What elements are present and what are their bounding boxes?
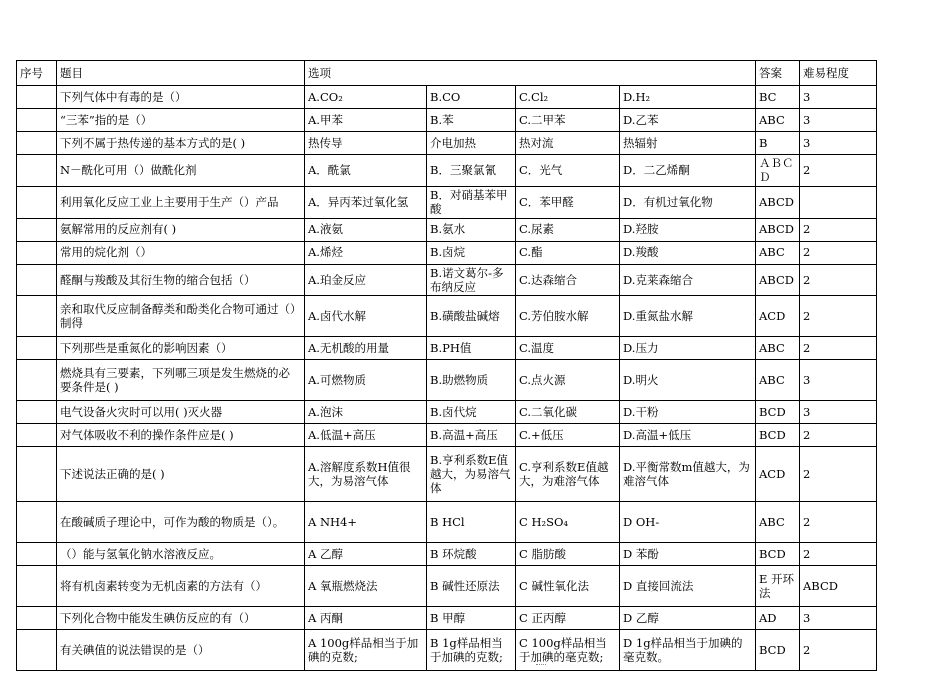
question-cell: 利用氧化反应工业上主要用于生产（）产品 (57, 186, 305, 218)
table-row (17, 401, 877, 424)
option-a-cell: A 100g样品相当于加碘的克数; (305, 630, 427, 671)
option-c-cell: C 碱性氧化法 (516, 566, 620, 607)
answer-cell: BCD (756, 401, 800, 424)
option-c-cell: C.点火源 (516, 360, 620, 401)
option-a-cell: A.烯烃 (305, 241, 427, 264)
question-cell: 氨解常用的反应剂有( ) (57, 218, 305, 241)
question-cell: 下列不属于热传递的基本方式的是( ) (57, 132, 305, 155)
question-table (16, 60, 877, 671)
option-a-cell: A 丙酮 (305, 607, 427, 630)
option-b-cell: B 甲醇 (427, 607, 516, 630)
header-seq: 序号 (17, 61, 57, 86)
answer-cell: ABC (756, 360, 800, 401)
option-b-cell: B.助燃物质 (427, 360, 516, 401)
option-a-cell: A.甲苯 (305, 109, 427, 132)
question-cell: 电气设备火灾时可以用( )灭火器 (57, 401, 305, 424)
difficulty-cell: 2 (800, 424, 877, 447)
answer-cell: ABCD (756, 264, 800, 296)
option-c-cell: C.二甲苯 (516, 109, 620, 132)
difficulty-cell: 3 (800, 607, 877, 630)
option-a-cell: A.卤代水解 (305, 296, 427, 337)
option-c-cell: C．苯甲醛 (516, 186, 620, 218)
option-a-cell: A.CO₂ (305, 86, 427, 109)
option-d-cell: D.高温+低压 (620, 424, 756, 447)
difficulty-cell: 2 (800, 241, 877, 264)
difficulty-cell: 2 (800, 502, 877, 543)
option-b-cell: B.亨利系数E值越大，为易溶气体 (427, 447, 516, 502)
seq-cell (17, 424, 57, 447)
option-b-cell: 介电加热 (427, 132, 516, 155)
table-row (17, 86, 877, 109)
option-b-cell: B．三聚氯氰 (427, 155, 516, 187)
answer-cell: ＡＢＣＤ (756, 155, 800, 187)
difficulty-cell: 2 (800, 296, 877, 337)
option-c-cell: C 正丙醇 (516, 607, 620, 630)
option-d-cell: D.压力 (620, 337, 756, 360)
answer-cell: ABC (756, 337, 800, 360)
option-a-cell: A.液氨 (305, 218, 427, 241)
option-b-cell: B.卤烷 (427, 241, 516, 264)
option-d-cell: D.平衡常数m值越大，为难溶气体 (620, 447, 756, 502)
seq-cell (17, 607, 57, 630)
option-c-cell: C 脂肪酸 (516, 543, 620, 566)
table-row (17, 241, 877, 264)
option-d-cell: D.羟胺 (620, 218, 756, 241)
question-cell: 下列那些是重氮化的影响因素（） (57, 337, 305, 360)
option-d-cell: D．二乙烯酮 (620, 155, 756, 187)
option-d-cell: D 1g样品相当于加碘的毫克数。 (620, 630, 756, 671)
option-d-cell: D 苯酚 (620, 543, 756, 566)
question-cell: 下列气体中有毒的是（） (57, 86, 305, 109)
option-b-cell: B.氨水 (427, 218, 516, 241)
table-row (17, 218, 877, 241)
option-d-cell: D 乙醇 (620, 607, 756, 630)
option-c-cell: C.芳伯胺水解 (516, 296, 620, 337)
option-c-cell: C H₂SO₄ (516, 502, 620, 543)
option-c-cell: C．光气 (516, 155, 620, 187)
difficulty-cell: ABCD (800, 566, 877, 607)
difficulty-cell: 2 (800, 337, 877, 360)
header-answer: 答案 (756, 61, 800, 86)
question-cell: 燃烧具有三要素，下列哪三项是发生燃烧的必要条件是( ) (57, 360, 305, 401)
question-cell: 将有机卤素转变为无机卤素的方法有（） (57, 566, 305, 607)
option-d-cell: D.乙苯 (620, 109, 756, 132)
option-c-cell: C 100g样品相当于加碘的毫克数; (516, 630, 620, 671)
option-a-cell: A.可燃物质 (305, 360, 427, 401)
seq-cell (17, 186, 57, 218)
option-a-cell: 热传导 (305, 132, 427, 155)
answer-cell: BCD (756, 630, 800, 671)
option-a-cell: A.低温+高压 (305, 424, 427, 447)
table-row (17, 630, 877, 671)
option-b-cell: B.高温+高压 (427, 424, 516, 447)
table-row (17, 337, 877, 360)
seq-cell (17, 132, 57, 155)
difficulty-cell: 3 (800, 86, 877, 109)
option-a-cell: A 氧瓶燃烧法 (305, 566, 427, 607)
seq-cell (17, 566, 57, 607)
question-cell: “三苯”指的是（） (57, 109, 305, 132)
question-cell: 在酸碱质子理论中，可作为酸的物质是（）。 (57, 502, 305, 543)
seq-cell (17, 241, 57, 264)
option-a-cell: A.泡沫 (305, 401, 427, 424)
question-cell: 对气体吸收不利的操作条件应是( ) (57, 424, 305, 447)
table-row (17, 132, 877, 155)
option-b-cell: B.磺酸盐碱熔 (427, 296, 516, 337)
header-difficulty: 难易程度 (800, 61, 877, 86)
table-row (17, 186, 877, 218)
option-c-cell: C.+低压 (516, 424, 620, 447)
difficulty-cell: 2 (800, 543, 877, 566)
option-a-cell: A.珀金反应 (305, 264, 427, 296)
option-c-cell: C.尿素 (516, 218, 620, 241)
option-d-cell: D OH- (620, 502, 756, 543)
option-c-cell: 热对流 (516, 132, 620, 155)
seq-cell (17, 296, 57, 337)
option-b-cell: B．对硝基苯甲酸 (427, 186, 516, 218)
answer-cell: BCD (756, 543, 800, 566)
difficulty-cell: 2 (800, 447, 877, 502)
seq-cell (17, 360, 57, 401)
header-options: 选项 (305, 61, 756, 86)
option-c-cell: C.亨利系数E值越大，为难溶气体 (516, 447, 620, 502)
option-d-cell: D.羧酸 (620, 241, 756, 264)
option-b-cell: B.苯 (427, 109, 516, 132)
header-row (17, 61, 877, 86)
seq-cell (17, 155, 57, 187)
table-row (17, 447, 877, 502)
question-cell: 醛酮与羧酸及其衍生物的缩合包括（） (57, 264, 305, 296)
difficulty-cell: 3 (800, 401, 877, 424)
option-b-cell: B 碱性还原法 (427, 566, 516, 607)
option-a-cell: A．异丙苯过氧化氢 (305, 186, 427, 218)
answer-cell: ABCD (756, 218, 800, 241)
table-row (17, 360, 877, 401)
option-d-cell: D．有机过氧化物 (620, 186, 756, 218)
table-row (17, 566, 877, 607)
option-c-cell: C.温度 (516, 337, 620, 360)
difficulty-cell: 2 (800, 264, 877, 296)
seq-cell (17, 264, 57, 296)
option-b-cell: B 环烷酸 (427, 543, 516, 566)
option-c-cell: C.Cl₂ (516, 86, 620, 109)
question-cell: 亲和取代反应制备醇类和酚类化合物可通过（）制得 (57, 296, 305, 337)
difficulty-cell: 2 (800, 630, 877, 671)
question-cell: 下列化合物中能发生碘仿反应的有（） (57, 607, 305, 630)
option-d-cell: D.H₂ (620, 86, 756, 109)
difficulty-cell: 3 (800, 132, 877, 155)
option-b-cell: B HCl (427, 502, 516, 543)
answer-cell: ABC (756, 241, 800, 264)
table-row (17, 424, 877, 447)
option-c-cell: C.二氧化碳 (516, 401, 620, 424)
answer-cell: AD (756, 607, 800, 630)
option-a-cell: A．酰氯 (305, 155, 427, 187)
seq-cell (17, 218, 57, 241)
option-d-cell: 热辐射 (620, 132, 756, 155)
seq-cell (17, 502, 57, 543)
option-a-cell: A NH4+ (305, 502, 427, 543)
option-b-cell: B.卤代烷 (427, 401, 516, 424)
seq-cell (17, 401, 57, 424)
table-row (17, 155, 877, 187)
difficulty-cell: 2 (800, 155, 877, 187)
table-row (17, 543, 877, 566)
seq-cell (17, 337, 57, 360)
table-row (17, 502, 877, 543)
question-cell: 下述说法正确的是( ) (57, 447, 305, 502)
answer-cell: ACD (756, 447, 800, 502)
answer-cell: BCD (756, 424, 800, 447)
answer-cell: ACD (756, 296, 800, 337)
question-cell: 常用的烷化剂（） (57, 241, 305, 264)
answer-cell: E 开环法 (756, 566, 800, 607)
option-d-cell: D.重氮盐水解 (620, 296, 756, 337)
option-c-cell: C.达森缩合 (516, 264, 620, 296)
option-c-cell: C.酯 (516, 241, 620, 264)
seq-cell (17, 543, 57, 566)
table-row (17, 607, 877, 630)
table-row (17, 296, 877, 337)
question-cell: 有关碘值的说法错误的是（） (57, 630, 305, 671)
option-a-cell: A 乙醇 (305, 543, 427, 566)
option-d-cell: D.干粉 (620, 401, 756, 424)
seq-cell (17, 447, 57, 502)
option-b-cell: B.CO (427, 86, 516, 109)
question-cell: N－酰化可用（）做酰化剂 (57, 155, 305, 187)
table-row (17, 264, 877, 296)
option-a-cell: A.无机酸的用量 (305, 337, 427, 360)
seq-cell (17, 109, 57, 132)
option-b-cell: B.PH值 (427, 337, 516, 360)
answer-cell: ABC (756, 109, 800, 132)
option-b-cell: B 1g样品相当于加碘的克数; (427, 630, 516, 671)
seq-cell (17, 630, 57, 671)
difficulty-cell: 3 (800, 360, 877, 401)
option-d-cell: D.明火 (620, 360, 756, 401)
seq-cell (17, 86, 57, 109)
answer-cell: ABCD (756, 186, 800, 218)
header-question: 题目 (57, 61, 305, 86)
table-row (17, 109, 877, 132)
option-d-cell: D.克莱森缩合 (620, 264, 756, 296)
difficulty-cell: 2 (800, 218, 877, 241)
answer-cell: B (756, 132, 800, 155)
difficulty-cell (800, 186, 877, 218)
option-a-cell: A.溶解度系数H值很大，为易溶气体 (305, 447, 427, 502)
question-cell: （）能与氢氧化钠水溶液反应。 (57, 543, 305, 566)
option-d-cell: D 直接回流法 (620, 566, 756, 607)
difficulty-cell: 3 (800, 109, 877, 132)
answer-cell: ABC (756, 502, 800, 543)
answer-cell: BC (756, 86, 800, 109)
option-b-cell: B.诺文葛尔-多布纳反应 (427, 264, 516, 296)
